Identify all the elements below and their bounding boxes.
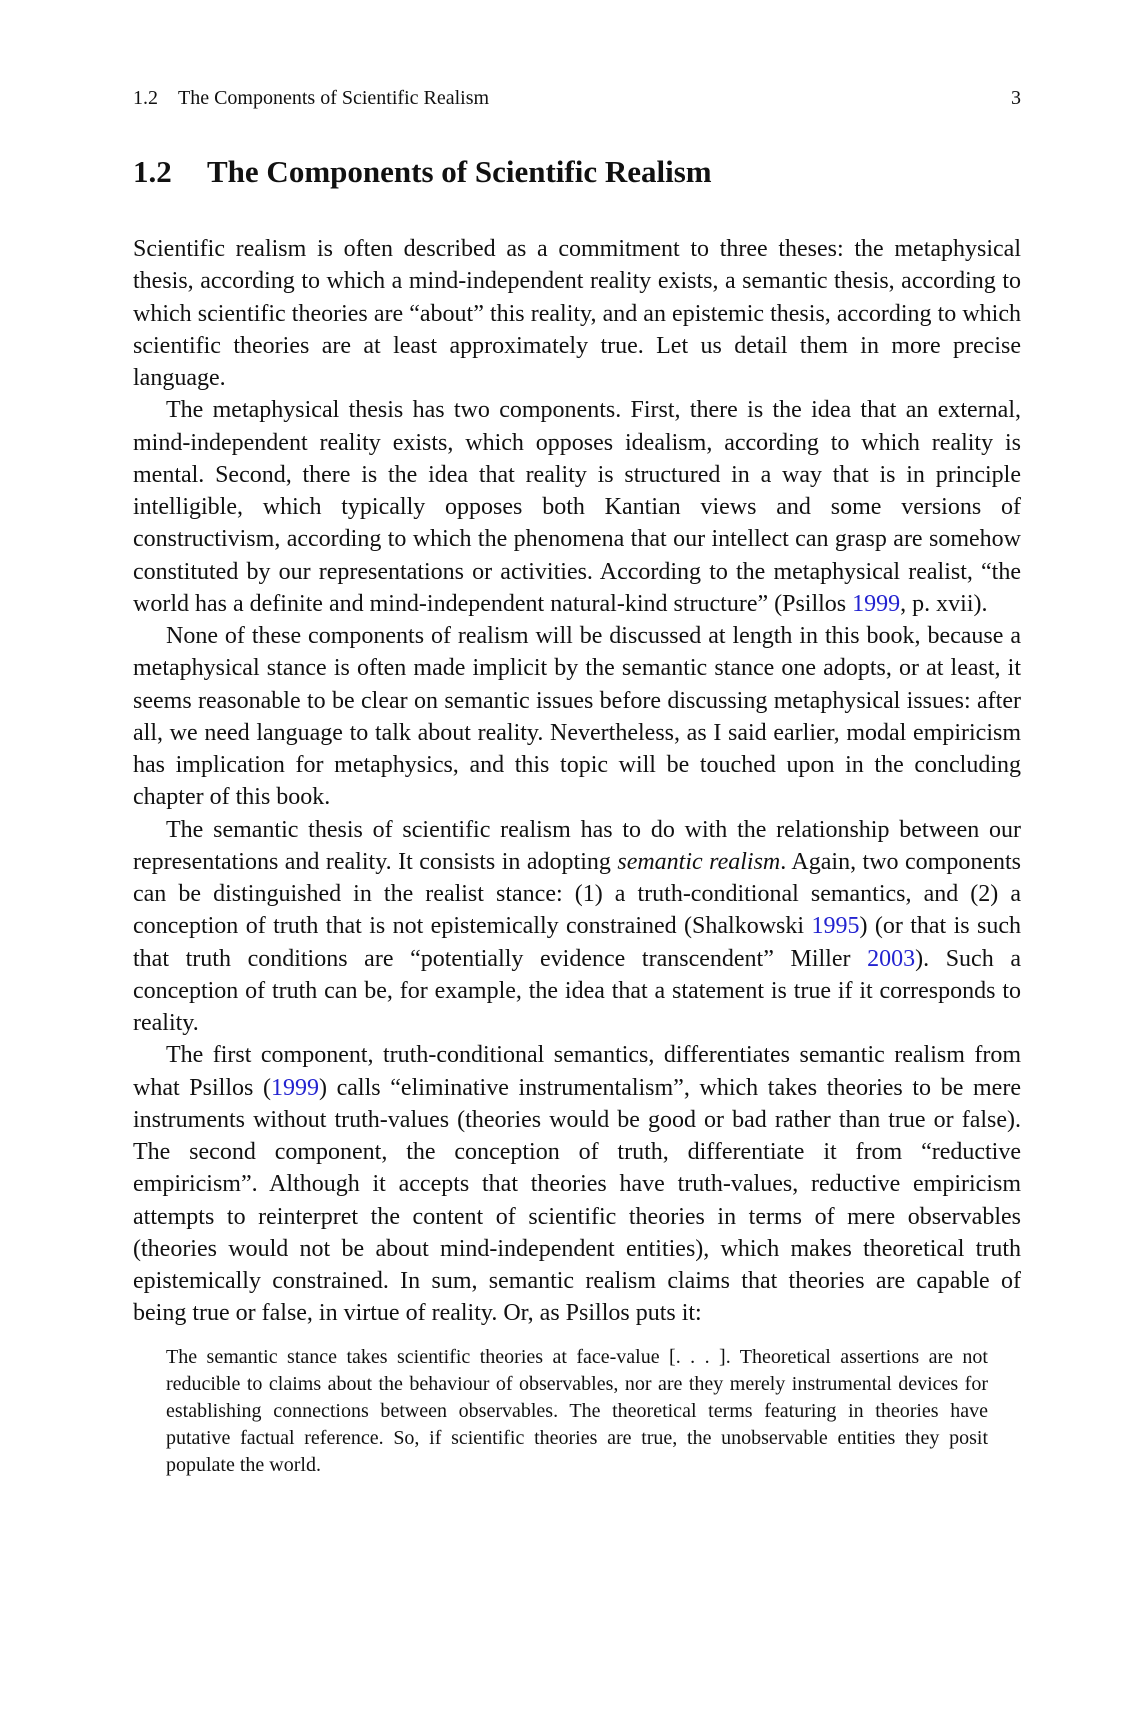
paragraph-2-text-b: , p. xvii). <box>900 590 988 617</box>
paragraph-4-text-d: ). Such a conception of truth can be, for example, the idea that a statement is true if it corresponds to reality. <box>133 945 1021 1036</box>
paragraph-5-text-a: The first component, truth-conditional semantics, differentiates semantic realism from what Psillos ( <box>133 1042 1021 1101</box>
block-quote <box>166 1344 988 1479</box>
citation-link-shalkowski-1995[interactable]: 1995 <box>811 913 860 940</box>
paragraph-3: None of these components of realism will be discussed at length in this book, because a metaphysical stance is often made implicit by the semantic stance one adopts, or at least, it seems reasonable to be clear on semantic issues before discussing metaphysical issues: after all, we need language to talk about reality. Nevertheless, as I said earlier, modal empiricism has implication for metaphysics, and this topic will be touched upon in the concluding chapter of this book. <box>133 623 1021 811</box>
citation-link-miller-2003[interactable]: 2003 <box>867 945 916 972</box>
block-quote-text: The semantic stance takes scientific theories at face-value [. . . ]. Theoretical assertions are not reducible to claims about the behaviour of observables, nor are they merely instrumental devices for establishing connections between observables. The theoretical terms featuring in theories have putative factual reference. So, if scientific theories are true, the unobservable entities they posit populate the world. <box>166 1346 988 1476</box>
paragraph-2 <box>133 394 1021 620</box>
paragraph-5-text-b: ) calls “eliminative instrumentalism”, which takes theories to be mere instruments without truth-values (theories would be good or bad rather than true or false). The second component, the conception of truth, differentiate it from “reductive empiricism”. Although it accepts that theories have truth-values, reductive empiricism attempts to reinterpret the content of scientific theories in terms of mere observables (theories would not be about mind-independent entities), which makes theoretical truth epistemically constrained. In sum, semantic realism claims that theories are capable of being true or false, in virtue of reality. Or, as Psillos puts it: <box>133 1074 1021 1327</box>
paragraph-4-text-b: . Again, two components can be distinguished in the realist stance: (1) a truth-conditional semantics, and (2) a conception of truth that is not epistemically constrained (Shalkowski <box>133 848 1022 940</box>
paragraph-5 <box>133 1039 1021 1329</box>
paragraph-2-text-a: The metaphysical thesis has two components. First, there is the idea that an external, mind-independent reality exists, which opposes idealism, according to which reality is mental. Second, there is the idea that reality is structured in a way that is in principle intelligible, which typically opposes both Kantian views and some versions of constructivism, according to which the phenomena that our intellect can grasp are somehow constituted by our representations or activities. According to the metaphysical realist, “the world has a definite and mind-independent natural-kind structure” (Psillos <box>133 397 1021 617</box>
running-head <box>133 86 1021 110</box>
paragraph-4-text-a: The semantic thesis of scientific realism has to do with the relationship between our representations and reality. It consists in adopting <box>133 816 1021 875</box>
page-number: 3 <box>1011 87 1021 109</box>
section-number: 1.2 <box>133 154 172 189</box>
body-text <box>133 233 1021 1330</box>
paragraph-1: Scientific realism is often described as a commitment to three theses: the metaphysical thesis, according to which a mind-independent reality exists, a semantic thesis, according to which scientific theories are “about” this reality, and an epistemic thesis, according to which scientific theories are at least approximately true. Let us detail them in more precise language. <box>133 236 1021 391</box>
section-heading <box>133 152 712 192</box>
section-title: The Components of Scientific Realism <box>207 154 712 189</box>
citation-link-psillos-1999-b[interactable]: 1999 <box>270 1074 319 1101</box>
running-head-section: 1.2 The Components of Scientific Realism <box>133 87 490 109</box>
citation-link-psillos-1999[interactable]: 1999 <box>852 590 901 617</box>
paragraph-4 <box>133 814 1021 1040</box>
paragraph-4-text-c: ) (or that is such that truth conditions are “potentially evidence transcendent” Miller <box>133 913 1022 972</box>
emphasis-semantic-realism: semantic realism <box>617 848 781 875</box>
